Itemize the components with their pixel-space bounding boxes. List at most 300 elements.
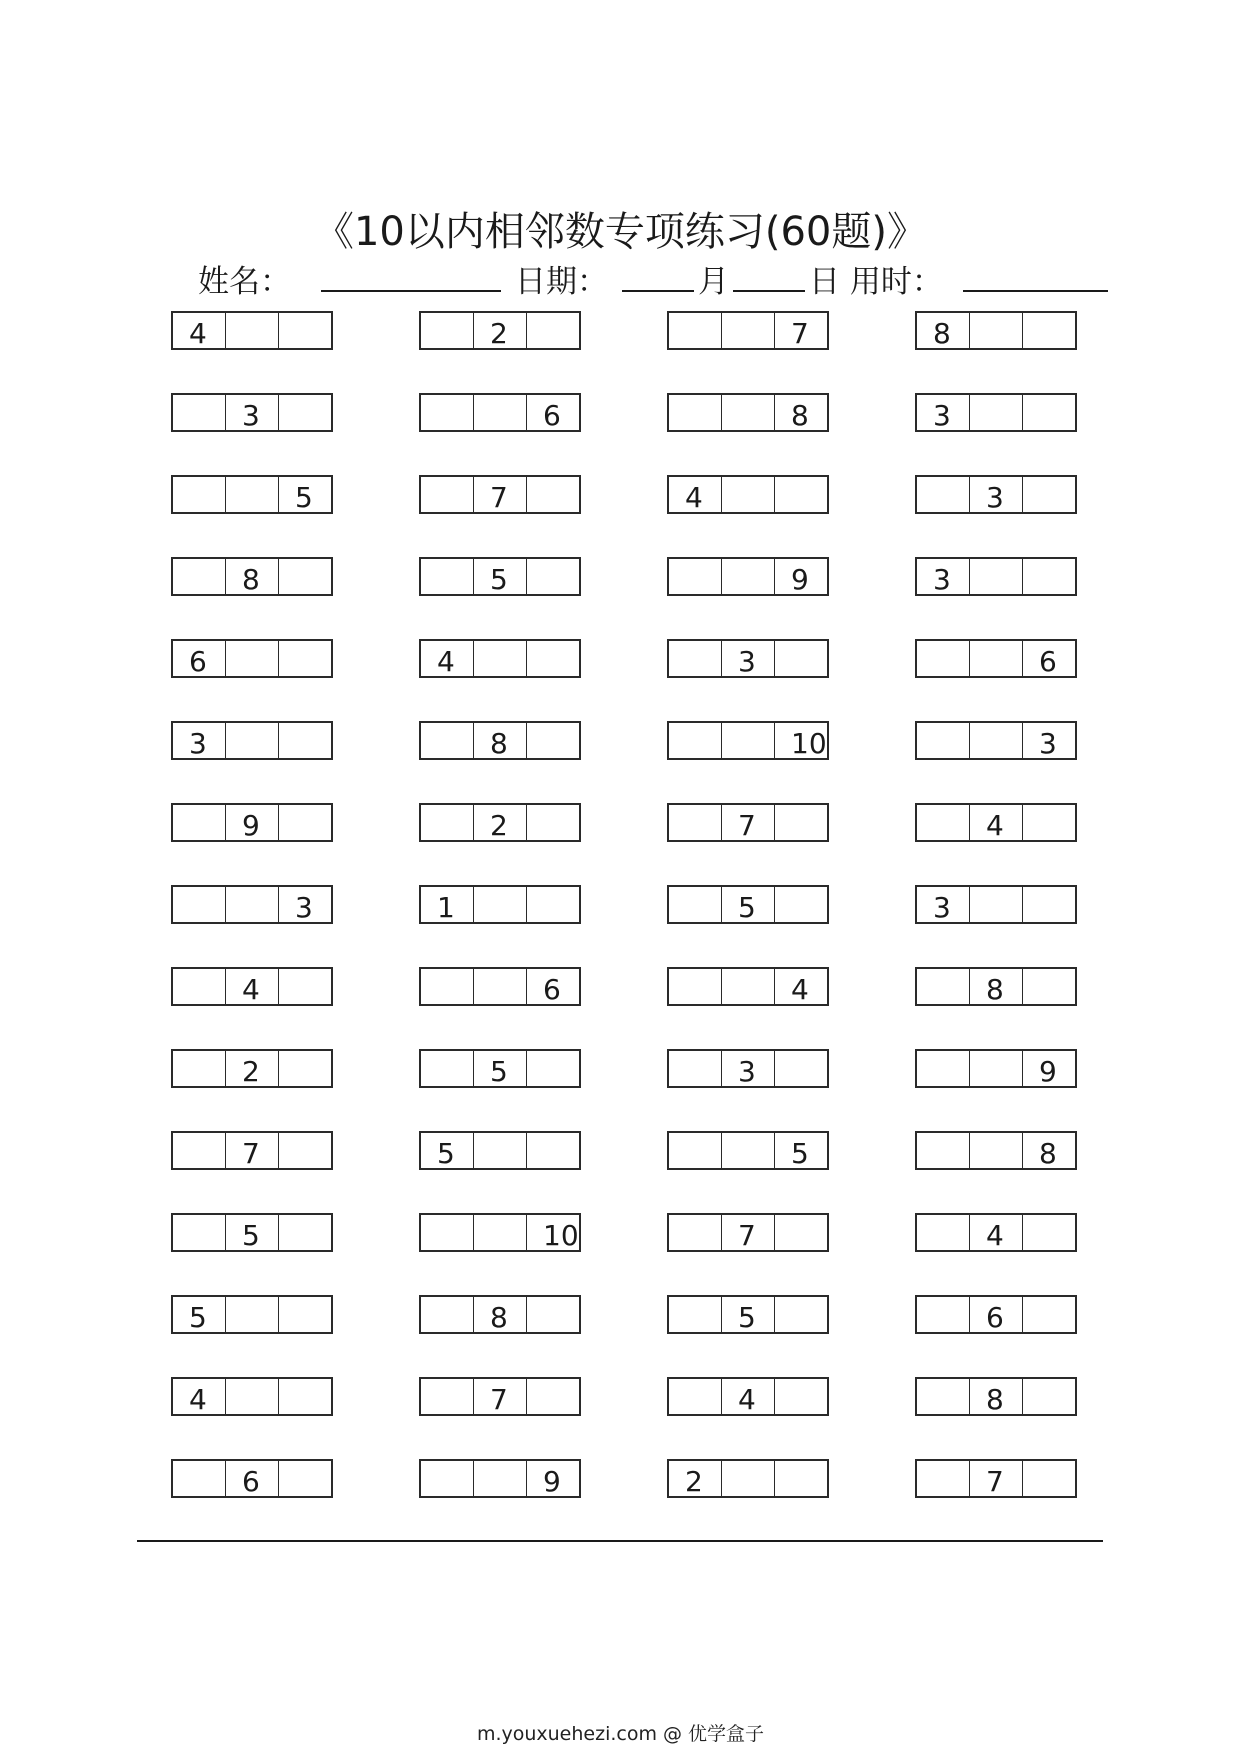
answer-cell[interactable] <box>970 641 1023 676</box>
answer-cell[interactable] <box>669 1215 722 1250</box>
cell-number: 2 <box>685 1465 703 1498</box>
neighbor-number-box <box>915 1213 1077 1252</box>
given-number-cell <box>527 1461 579 1496</box>
answer-cell[interactable] <box>173 1215 226 1250</box>
neighbor-number-box <box>915 721 1077 760</box>
given-number-cell <box>722 1297 775 1332</box>
cell-number: 6 <box>189 645 207 678</box>
answer-cell[interactable] <box>775 887 827 922</box>
answer-cell[interactable] <box>669 395 722 430</box>
answer-cell[interactable] <box>279 1461 331 1496</box>
answer-cell[interactable] <box>722 395 775 430</box>
answer-cell[interactable] <box>970 723 1023 758</box>
answer-cell[interactable] <box>917 477 970 512</box>
answer-cell[interactable] <box>173 1461 226 1496</box>
neighbor-number-box <box>419 639 581 678</box>
cell-number: 6 <box>986 1301 1004 1334</box>
answer-cell[interactable] <box>279 395 331 430</box>
neighbor-number-box <box>915 967 1077 1006</box>
answer-cell[interactable] <box>775 1297 827 1332</box>
answer-cell[interactable] <box>722 1133 775 1168</box>
neighbor-number-box <box>419 1213 581 1252</box>
answer-cell[interactable] <box>917 1215 970 1250</box>
divider-line <box>137 1540 1103 1542</box>
answer-cell[interactable] <box>527 887 579 922</box>
answer-cell[interactable] <box>527 723 579 758</box>
neighbor-number-box <box>667 557 829 596</box>
neighbor-number-box <box>419 1295 581 1334</box>
neighbor-number-box <box>419 967 581 1006</box>
cell-number: 9 <box>791 563 809 596</box>
answer-cell[interactable] <box>970 559 1023 594</box>
answer-cell[interactable] <box>917 1379 970 1414</box>
cell-number: 4 <box>738 1383 756 1416</box>
exercise-row <box>171 803 1091 844</box>
neighbor-number-box <box>667 393 829 432</box>
cell-number: 4 <box>189 317 207 350</box>
cell-number: 8 <box>933 317 951 350</box>
student-info-line <box>198 262 1112 302</box>
answer-cell[interactable] <box>474 887 527 922</box>
cell-number: 9 <box>543 1465 561 1498</box>
neighbor-number-box <box>171 885 333 924</box>
given-number-cell <box>173 1379 226 1414</box>
cell-number: 6 <box>543 973 561 1006</box>
given-number-cell <box>474 1051 527 1086</box>
given-number-cell <box>722 641 775 676</box>
answer-cell[interactable] <box>669 1051 722 1086</box>
answer-cell[interactable] <box>421 477 474 512</box>
cell-number: 3 <box>738 1055 756 1088</box>
exercise-row <box>171 311 1091 352</box>
given-number-cell <box>527 395 579 430</box>
neighbor-number-box <box>171 1295 333 1334</box>
answer-cell[interactable] <box>527 805 579 840</box>
given-number-cell <box>775 559 827 594</box>
cell-number: 10 <box>791 727 827 760</box>
neighbor-number-box <box>667 1049 829 1088</box>
given-number-cell <box>173 723 226 758</box>
answer-cell[interactable] <box>421 1051 474 1086</box>
answer-cell[interactable] <box>917 1297 970 1332</box>
exercise-row <box>171 1459 1091 1500</box>
neighbor-number-box <box>667 475 829 514</box>
answer-cell[interactable] <box>474 395 527 430</box>
answer-cell[interactable] <box>970 1133 1023 1168</box>
answer-cell[interactable] <box>1023 1215 1075 1250</box>
neighbor-number-box <box>171 1049 333 1088</box>
cell-number: 8 <box>490 1301 508 1334</box>
neighbor-number-box <box>419 311 581 350</box>
answer-cell[interactable] <box>970 1051 1023 1086</box>
neighbor-number-box <box>915 1295 1077 1334</box>
answer-cell[interactable] <box>421 805 474 840</box>
cell-number: 9 <box>242 809 260 842</box>
answer-cell[interactable] <box>970 887 1023 922</box>
answer-cell[interactable] <box>421 1215 474 1250</box>
given-number-cell <box>970 1461 1023 1496</box>
name-blank[interactable] <box>321 262 501 292</box>
answer-cell[interactable] <box>474 1133 527 1168</box>
answer-cell[interactable] <box>279 1379 331 1414</box>
given-number-cell <box>226 1215 279 1250</box>
cell-number: 3 <box>933 399 951 432</box>
cell-number: 4 <box>791 973 809 1006</box>
answer-cell[interactable] <box>474 969 527 1004</box>
answer-cell[interactable] <box>173 887 226 922</box>
exercise-row <box>171 475 1091 516</box>
cell-number: 8 <box>242 563 260 596</box>
answer-cell[interactable] <box>173 477 226 512</box>
answer-cell[interactable] <box>1023 313 1075 348</box>
neighbor-number-box <box>171 475 333 514</box>
answer-cell[interactable] <box>1023 477 1075 512</box>
cell-number: 7 <box>791 317 809 350</box>
answer-cell[interactable] <box>1023 1379 1075 1414</box>
given-number-cell <box>421 887 474 922</box>
cell-number: 5 <box>437 1137 455 1170</box>
given-number-cell <box>226 969 279 1004</box>
neighbor-number-box <box>915 1377 1077 1416</box>
answer-cell[interactable] <box>970 313 1023 348</box>
answer-cell[interactable] <box>775 641 827 676</box>
answer-cell[interactable] <box>421 723 474 758</box>
answer-cell[interactable] <box>775 1215 827 1250</box>
footer-watermark: m.youxuehezi.com @ 优学盒子 <box>476 1723 765 1745</box>
cell-number: 4 <box>437 645 455 678</box>
given-number-cell <box>226 1133 279 1168</box>
given-number-cell <box>917 559 970 594</box>
cell-number: 5 <box>295 481 313 514</box>
answer-cell[interactable] <box>279 969 331 1004</box>
cell-number: 5 <box>490 563 508 596</box>
cell-number: 2 <box>490 809 508 842</box>
answer-cell[interactable] <box>775 1051 827 1086</box>
cell-number: 7 <box>242 1137 260 1170</box>
answer-cell[interactable] <box>722 969 775 1004</box>
exercise-row <box>171 721 1091 762</box>
given-number-cell <box>527 1215 579 1250</box>
exercise-row <box>171 1213 1091 1254</box>
given-number-cell <box>970 1215 1023 1250</box>
given-number-cell <box>775 313 827 348</box>
cell-number: 3 <box>295 891 313 924</box>
given-number-cell <box>1023 1051 1075 1086</box>
neighbor-number-box <box>915 393 1077 432</box>
cell-number: 1 <box>437 891 455 924</box>
neighbor-number-box <box>667 1213 829 1252</box>
neighbor-number-box <box>667 311 829 350</box>
answer-cell[interactable] <box>1023 805 1075 840</box>
given-number-cell <box>474 477 527 512</box>
exercise-row <box>171 1377 1091 1418</box>
given-number-cell <box>474 805 527 840</box>
answer-cell[interactable] <box>474 1461 527 1496</box>
answer-cell[interactable] <box>173 805 226 840</box>
cell-number: 3 <box>1039 727 1057 760</box>
answer-cell[interactable] <box>669 887 722 922</box>
neighbor-number-box <box>171 1377 333 1416</box>
given-number-cell <box>279 477 331 512</box>
neighbor-number-box <box>667 1377 829 1416</box>
answer-cell[interactable] <box>173 559 226 594</box>
given-number-cell <box>226 559 279 594</box>
cell-number: 9 <box>1039 1055 1057 1088</box>
given-number-cell <box>421 641 474 676</box>
given-number-cell <box>173 641 226 676</box>
given-number-cell <box>279 887 331 922</box>
neighbor-number-box <box>419 1131 581 1170</box>
answer-cell[interactable] <box>421 395 474 430</box>
answer-cell[interactable] <box>917 723 970 758</box>
answer-cell[interactable] <box>226 477 279 512</box>
cell-number: 5 <box>189 1301 207 1334</box>
answer-cell[interactable] <box>279 559 331 594</box>
answer-cell[interactable] <box>226 641 279 676</box>
answer-cell[interactable] <box>421 313 474 348</box>
given-number-cell <box>1023 641 1075 676</box>
given-number-cell <box>669 477 722 512</box>
given-number-cell <box>226 805 279 840</box>
cell-number: 2 <box>242 1055 260 1088</box>
answer-cell[interactable] <box>279 1051 331 1086</box>
cell-number: 4 <box>242 973 260 1006</box>
answer-cell[interactable] <box>527 559 579 594</box>
answer-cell[interactable] <box>917 1461 970 1496</box>
cell-number: 8 <box>490 727 508 760</box>
neighbor-number-box <box>915 1049 1077 1088</box>
neighbor-number-box <box>915 475 1077 514</box>
exercise-row <box>171 639 1091 680</box>
answer-cell[interactable] <box>226 723 279 758</box>
answer-cell[interactable] <box>1023 1297 1075 1332</box>
neighbor-number-box <box>171 1459 333 1498</box>
answer-cell[interactable] <box>669 1133 722 1168</box>
time-blank[interactable] <box>963 262 1108 292</box>
answer-cell[interactable] <box>669 805 722 840</box>
month-label: 月 <box>698 264 729 300</box>
given-number-cell <box>1023 1133 1075 1168</box>
day-label: 日 <box>809 264 840 300</box>
given-number-cell <box>421 1133 474 1168</box>
given-number-cell <box>775 969 827 1004</box>
neighbor-number-box <box>667 1295 829 1334</box>
answer-cell[interactable] <box>722 313 775 348</box>
answer-cell[interactable] <box>173 1051 226 1086</box>
given-number-cell <box>970 477 1023 512</box>
cell-number: 5 <box>738 891 756 924</box>
answer-cell[interactable] <box>1023 1461 1075 1496</box>
neighbor-number-box <box>667 1459 829 1498</box>
neighbor-number-box <box>171 1213 333 1252</box>
cell-number: 3 <box>242 399 260 432</box>
answer-cell[interactable] <box>527 1379 579 1414</box>
cell-number: 4 <box>189 1383 207 1416</box>
answer-cell[interactable] <box>226 1379 279 1414</box>
given-number-cell <box>669 1461 722 1496</box>
neighbor-number-box <box>171 967 333 1006</box>
neighbor-number-box <box>419 1459 581 1498</box>
exercise-row <box>171 1295 1091 1336</box>
given-number-cell <box>917 887 970 922</box>
exercise-row <box>171 1049 1091 1090</box>
given-number-cell <box>173 313 226 348</box>
neighbor-number-box <box>915 639 1077 678</box>
answer-cell[interactable] <box>279 1215 331 1250</box>
neighbor-number-box <box>419 475 581 514</box>
answer-cell[interactable] <box>279 641 331 676</box>
cell-number: 8 <box>791 399 809 432</box>
answer-cell[interactable] <box>669 313 722 348</box>
neighbor-number-box <box>667 803 829 842</box>
neighbor-number-box <box>419 885 581 924</box>
neighbor-number-box <box>915 885 1077 924</box>
answer-cell[interactable] <box>226 313 279 348</box>
neighbor-number-box <box>667 885 829 924</box>
answer-cell[interactable] <box>527 1051 579 1086</box>
day-blank[interactable] <box>733 262 805 292</box>
given-number-cell <box>917 313 970 348</box>
given-number-cell <box>970 1297 1023 1332</box>
answer-cell[interactable] <box>173 969 226 1004</box>
time-label: 用时： <box>849 264 943 300</box>
cell-number: 3 <box>986 481 1004 514</box>
answer-cell[interactable] <box>917 641 970 676</box>
cell-number: 8 <box>1039 1137 1057 1170</box>
answer-cell[interactable] <box>917 1133 970 1168</box>
answer-cell[interactable] <box>1023 969 1075 1004</box>
given-number-cell <box>775 723 827 758</box>
neighbor-number-box <box>667 967 829 1006</box>
neighbor-number-box <box>915 803 1077 842</box>
date-label: 日期： <box>515 264 608 300</box>
answer-cell[interactable] <box>917 969 970 1004</box>
answer-cell[interactable] <box>722 1461 775 1496</box>
answer-cell[interactable] <box>527 1133 579 1168</box>
answer-cell[interactable] <box>669 641 722 676</box>
answer-cell[interactable] <box>527 313 579 348</box>
answer-cell[interactable] <box>1023 395 1075 430</box>
answer-cell[interactable] <box>279 313 331 348</box>
neighbor-number-box <box>419 1377 581 1416</box>
neighbor-number-box <box>915 1131 1077 1170</box>
given-number-cell <box>722 1051 775 1086</box>
cell-number: 10 <box>543 1219 579 1252</box>
answer-cell[interactable] <box>279 1297 331 1332</box>
answer-cell[interactable] <box>421 559 474 594</box>
answer-cell[interactable] <box>669 559 722 594</box>
neighbor-number-box <box>171 639 333 678</box>
neighbor-number-box <box>419 803 581 842</box>
exercise-row <box>171 967 1091 1008</box>
exercise-row <box>171 885 1091 926</box>
cell-number: 7 <box>986 1465 1004 1498</box>
answer-cell[interactable] <box>527 477 579 512</box>
cell-number: 3 <box>189 727 207 760</box>
answer-cell[interactable] <box>226 1297 279 1332</box>
answer-cell[interactable] <box>775 805 827 840</box>
answer-cell[interactable] <box>722 477 775 512</box>
given-number-cell <box>722 1379 775 1414</box>
cell-number: 4 <box>685 481 703 514</box>
answer-cell[interactable] <box>775 477 827 512</box>
answer-cell[interactable] <box>970 395 1023 430</box>
answer-cell[interactable] <box>527 1297 579 1332</box>
cell-number: 2 <box>490 317 508 350</box>
answer-cell[interactable] <box>474 641 527 676</box>
answer-cell[interactable] <box>279 1133 331 1168</box>
given-number-cell <box>722 1215 775 1250</box>
answer-cell[interactable] <box>669 1379 722 1414</box>
given-number-cell <box>917 395 970 430</box>
answer-cell[interactable] <box>722 723 775 758</box>
neighbor-number-box <box>171 557 333 596</box>
given-number-cell <box>775 1133 827 1168</box>
neighbor-number-box <box>419 721 581 760</box>
given-number-cell <box>970 969 1023 1004</box>
exercise-row <box>171 1131 1091 1172</box>
cell-number: 7 <box>490 1383 508 1416</box>
given-number-cell <box>226 1461 279 1496</box>
cell-number: 4 <box>986 1219 1004 1252</box>
cell-number: 8 <box>986 973 1004 1006</box>
neighbor-number-box <box>171 721 333 760</box>
answer-cell[interactable] <box>775 1461 827 1496</box>
answer-cell[interactable] <box>917 805 970 840</box>
neighbor-number-box <box>915 557 1077 596</box>
neighbor-number-box <box>667 721 829 760</box>
exercise-row <box>171 393 1091 434</box>
given-number-cell <box>722 805 775 840</box>
answer-cell[interactable] <box>669 723 722 758</box>
given-number-cell <box>474 559 527 594</box>
answer-cell[interactable] <box>173 395 226 430</box>
answer-cell[interactable] <box>279 723 331 758</box>
answer-cell[interactable] <box>669 1297 722 1332</box>
answer-cell[interactable] <box>474 1215 527 1250</box>
neighbor-number-box <box>171 1131 333 1170</box>
answer-cell[interactable] <box>775 1379 827 1414</box>
given-number-cell <box>226 395 279 430</box>
cell-number: 3 <box>933 891 951 924</box>
given-number-cell <box>173 1297 226 1332</box>
answer-cell[interactable] <box>421 1379 474 1414</box>
neighbor-number-box <box>171 393 333 432</box>
answer-cell[interactable] <box>421 1297 474 1332</box>
cell-number: 3 <box>738 645 756 678</box>
exercise-row <box>171 557 1091 598</box>
cell-number: 6 <box>1039 645 1057 678</box>
answer-cell[interactable] <box>527 641 579 676</box>
answer-cell[interactable] <box>279 805 331 840</box>
page-title: 《10以内相邻数专项练习(60题)》 <box>313 209 927 255</box>
answer-cell[interactable] <box>173 1133 226 1168</box>
answer-cell[interactable] <box>421 1461 474 1496</box>
cell-number: 3 <box>933 563 951 596</box>
given-number-cell <box>722 887 775 922</box>
month-blank[interactable] <box>622 262 694 292</box>
answer-cell[interactable] <box>722 559 775 594</box>
answer-cell[interactable] <box>1023 559 1075 594</box>
answer-cell[interactable] <box>917 1051 970 1086</box>
answer-cell[interactable] <box>226 887 279 922</box>
given-number-cell <box>474 1379 527 1414</box>
cell-number: 5 <box>242 1219 260 1252</box>
answer-cell[interactable] <box>1023 887 1075 922</box>
answer-cell[interactable] <box>669 969 722 1004</box>
given-number-cell <box>775 395 827 430</box>
answer-cell[interactable] <box>421 969 474 1004</box>
